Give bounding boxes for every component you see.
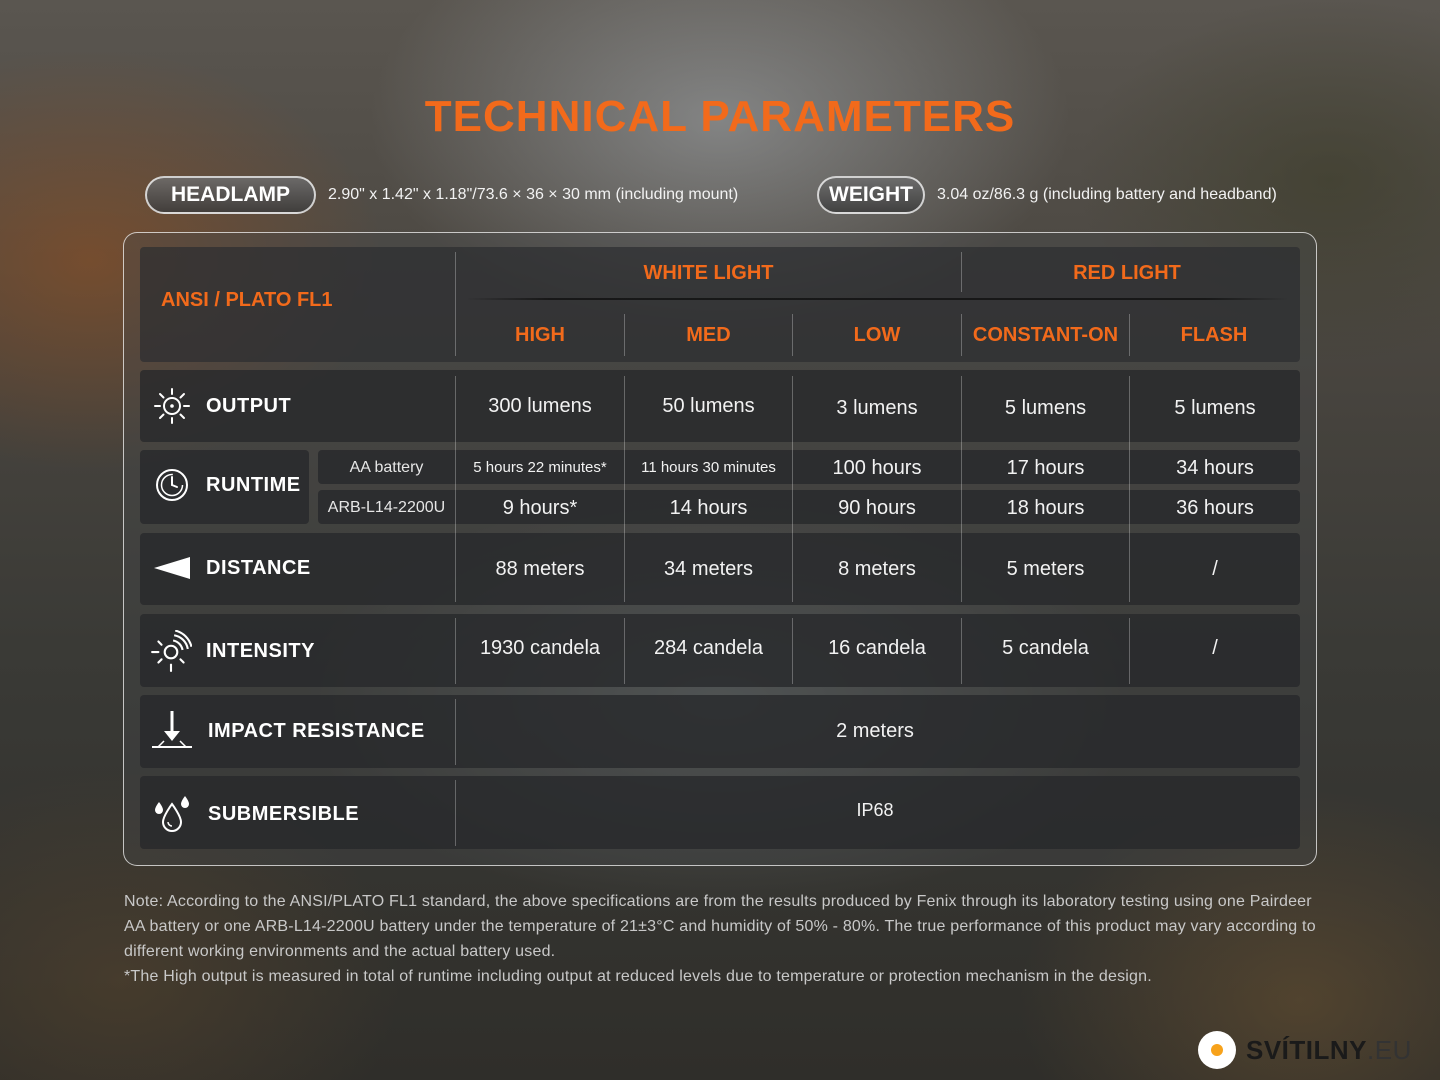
group-red-light: RED LIGHT xyxy=(1073,261,1181,284)
runtime-aa-battery-label: AA battery xyxy=(349,459,424,476)
intensity-label-text: INTENSITY xyxy=(206,639,315,662)
intensity-med: 284 candela xyxy=(654,636,763,659)
intensity-label xyxy=(150,630,315,672)
weight-badge: WEIGHT xyxy=(817,176,925,214)
headlamp-spec xyxy=(145,176,738,214)
runtime-aa-flash: 34 hours xyxy=(1176,456,1254,479)
drop-arrow-icon xyxy=(150,709,194,753)
standard-label: ANSI / PLATO FL1 xyxy=(161,288,333,311)
intensity-low: 16 candela xyxy=(828,636,926,659)
water-drops-icon xyxy=(150,792,194,836)
output-high: 300 lumens xyxy=(488,394,592,417)
impact-label-text: IMPACT RESISTANCE xyxy=(208,719,425,742)
distance-low: 8 meters xyxy=(838,557,916,580)
weight-value: 3.04 oz/86.3 g (including battery and headband) xyxy=(937,186,1277,203)
page-title: TECHNICAL PARAMETERS xyxy=(424,92,1016,141)
distance-label xyxy=(152,548,311,588)
intensity-constant-on: 5 candela xyxy=(1002,636,1089,659)
runtime-label-text: RUNTIME xyxy=(206,473,301,496)
output-constant-on: 5 lumens xyxy=(1004,396,1087,419)
runtime-aa-high: 5 hours 22 minutes* xyxy=(473,458,607,476)
footnote-high-output: *The High output is measured in total of runtime including output at reduced levels due to temperature or protection mechanism in the design. xyxy=(124,968,1152,985)
footnote-standard: Note: According to the ANSI/PLATO FL1 standard, the above specifications are from the results produced by Fenix through its laboratory testing using one Pairdeer AA battery or one ARB-L14-2200U battery under the temperature of 21±3°C and humidity of 50% - 80%. The true performance of this product may vary according to different working environments and the actual battery used. xyxy=(124,893,1316,960)
logo-icon xyxy=(1198,1031,1236,1069)
runtime-arb-constant-on: 18 hours xyxy=(1006,496,1085,519)
mode-high: HIGH xyxy=(515,323,565,346)
runtime-arb-low: 90 hours xyxy=(838,496,916,519)
headlamp-dimensions: 2.90" x 1.42" x 1.18"/73.6 × 36 × 30 mm (including mount) xyxy=(328,186,739,203)
submersible-label xyxy=(150,792,359,836)
runtime-arb-med: 14 hours xyxy=(669,496,748,519)
submersible-value: IP68 xyxy=(856,799,894,820)
runtime-arb-flash: 36 hours xyxy=(1176,496,1254,519)
runtime-aa-constant-on: 17 hours xyxy=(1006,456,1085,479)
beam-icon xyxy=(152,548,192,588)
runtime-aa-low: 100 hours xyxy=(832,456,922,479)
sun-icon xyxy=(152,386,192,426)
output-label xyxy=(152,386,291,426)
output-label-text: OUTPUT xyxy=(206,394,292,417)
intensity-icon xyxy=(150,630,192,672)
impact-value: 2 meters xyxy=(836,719,914,742)
submersible-label-text: SUBMERSIBLE xyxy=(208,802,360,825)
group-white-light: WHITE LIGHT xyxy=(643,261,774,284)
runtime-arb-battery-label: ARB-L14-2200U xyxy=(327,499,446,516)
distance-high: 88 meters xyxy=(495,557,585,580)
intensity-high: 1930 candela xyxy=(479,636,601,659)
distance-flash: / xyxy=(1212,557,1218,580)
timer-icon xyxy=(152,465,192,505)
runtime-arb-high: 9 hours* xyxy=(502,496,578,519)
headlamp-badge: HEADLAMP xyxy=(145,176,316,214)
mode-flash: FLASH xyxy=(1180,323,1248,346)
output-low: 3 lumens xyxy=(836,396,918,419)
distance-med: 34 meters xyxy=(664,557,753,580)
mode-constant-on: CONSTANT-ON xyxy=(972,323,1119,346)
impact-label xyxy=(150,709,425,753)
output-med: 50 lumens xyxy=(662,394,755,417)
intensity-flash: / xyxy=(1212,636,1218,659)
header-underline xyxy=(466,298,1288,300)
distance-label-text: DISTANCE xyxy=(206,556,311,579)
mode-med: MED xyxy=(686,323,731,346)
logo-name: SVÍTILNY xyxy=(1246,1034,1368,1065)
runtime-label xyxy=(152,465,301,505)
weight-spec xyxy=(817,176,1277,214)
mode-low: LOW xyxy=(853,323,901,346)
distance-constant-on: 5 meters xyxy=(1006,557,1085,580)
watermark-logo xyxy=(1198,1030,1412,1070)
runtime-aa-med: 11 hours 30 minutes xyxy=(641,458,776,476)
output-flash: 5 lumens xyxy=(1174,396,1256,419)
logo-suffix: .EU xyxy=(1367,1034,1412,1065)
footnote xyxy=(124,889,1324,989)
